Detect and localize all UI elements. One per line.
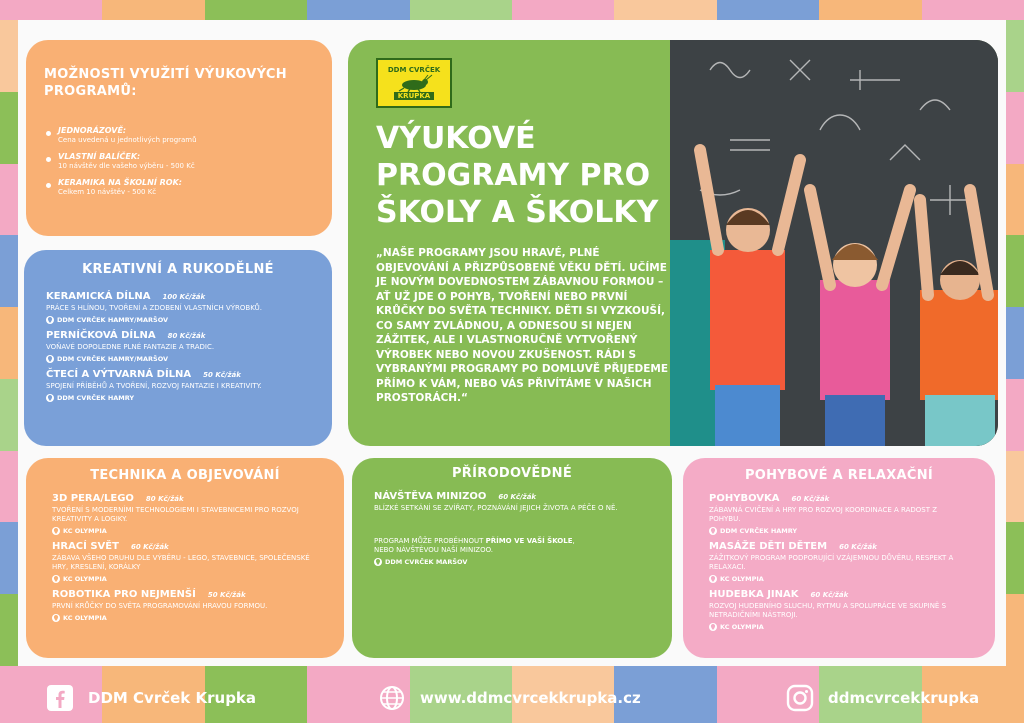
program-desc: TVOŘENÍ S MODERNÍMI TECHNOLOGIEMI I STAVEBNICEMI PRO ROZVOJ KREATIVITY A LOGIKY.: [52, 506, 299, 523]
location-pin-icon: [46, 394, 54, 402]
location-pin-icon: [709, 623, 717, 631]
program-desc: ZÁŽITKOVÝ PROGRAM PODPORUJÍCÍ VZÁJEMNOU DŮVĚRU, RESPEKT A RELAXACI.: [709, 554, 954, 571]
program-item: [46, 291, 310, 324]
program-item: [709, 541, 969, 583]
options-title: MOŽNOSTI VYUŽITÍ VÝUKOVÝCH PROGRAMŮ:: [44, 67, 287, 99]
location-pin-icon: [46, 316, 54, 324]
program-name: HRACÍ SVĚT: [52, 541, 119, 552]
instagram-icon: [786, 684, 814, 712]
program-location: DDM CVRČEK HAMRY/MARŠOV: [46, 316, 310, 324]
program-location: KC OLYMPIA: [709, 575, 969, 583]
program-location: KC OLYMPIA: [52, 527, 318, 535]
section-title: POHYBOVÉ A RELAXAČNÍ: [744, 468, 934, 483]
globe-icon: [378, 684, 406, 712]
location-pin-icon: [52, 614, 60, 622]
technika-card: [26, 458, 344, 658]
program-item: [52, 493, 318, 535]
children-photo: [670, 40, 998, 446]
option-desc: Celkem 10 návštěv - 500 Kč: [58, 188, 157, 196]
location-pin-icon: [374, 558, 382, 566]
program-desc: VOŇAVÉ DOPOLEDNE PLNÉ FANTAZIE A TRADIC.: [46, 343, 215, 351]
section-title: TECHNIKA A OBJEVOVÁNÍ: [90, 468, 280, 483]
list-item: [44, 126, 314, 144]
program-price: 50 Kč/žák: [207, 591, 246, 599]
location-pin-icon: [709, 575, 717, 583]
program-name: MASÁŽE DĚTI DĚTEM: [709, 541, 828, 552]
right-border: [1006, 20, 1024, 666]
program-price: 80 Kč/žák: [167, 332, 206, 340]
program-item: [709, 589, 969, 631]
program-name: 3D PERA/LEGO: [52, 493, 134, 504]
location-pin-icon: [709, 527, 717, 535]
program-price: 60 Kč/žák: [130, 543, 169, 551]
program-item: [374, 491, 650, 513]
instagram-link[interactable]: [786, 678, 979, 718]
facebook-icon: [46, 684, 74, 712]
program-location: DDM CVRČEK HAMRY: [46, 394, 310, 402]
option-title: VLASTNÍ BALÍČEK:: [58, 152, 141, 161]
program-note: PROGRAM MŮŽE PROBĚHNOUT PŘÍMO VE VAŠÍ ŠKOLE, NEBO NÁVŠTĚVOU NAŠÍ MINIZOO.: [374, 537, 575, 554]
website-link[interactable]: [378, 678, 641, 718]
section-title: KREATIVNÍ A RUKODĚLNÉ: [82, 262, 274, 277]
section-title: PŘÍRODOVĚDNÉ: [451, 466, 573, 481]
hero-card: [348, 40, 998, 446]
cricket-icon: [394, 74, 434, 92]
list-item: [44, 152, 314, 170]
program-desc: SPOJENÍ PŘÍBĚHŮ A TVOŘENÍ, ROZVOJ FANTAZIE I KREATIVITY.: [46, 382, 262, 390]
program-location: KC OLYMPIA: [52, 575, 318, 583]
page-title: VÝUKOVÉ PROGRAMY PRO ŠKOLY A ŠKOLKY: [376, 121, 659, 230]
kreativni-card: [24, 250, 332, 446]
program-price: 60 Kč/žák: [810, 591, 849, 599]
program-desc: ZÁBAVA VŠEHO DRUHU DLE VÝBĚRU - LEGO, STAVEBNICE, SPOLEČENSKÉ HRY, KRESLENÍ, KORÁLKY: [52, 554, 310, 571]
program-item: [709, 493, 969, 535]
instagram-label: ddmcvrcekkrupka: [828, 689, 980, 707]
left-border: [0, 20, 18, 666]
program-location: KC OLYMPIA: [52, 614, 318, 622]
prirodovedne-card: [352, 458, 672, 658]
website-label: www.ddmcvrcekkrupka.cz: [420, 689, 641, 707]
program-name: KERAMICKÁ DÍLNA: [46, 291, 151, 302]
options-list: [44, 126, 314, 196]
program-price: 80 Kč/žák: [145, 495, 184, 503]
program-item: [52, 541, 318, 583]
option-desc: 10 návštěv dle vašeho výběru - 500 Kč: [58, 162, 195, 170]
facebook-link[interactable]: [46, 678, 256, 718]
location-pin-icon: [52, 575, 60, 583]
program-location: DDM CVRČEK HAMRY/MARŠOV: [46, 355, 310, 363]
program-desc: ZÁBAVNÁ CVIČENÍ A HRY PRO ROZVOJ KOORDINACE A RADOST Z POHYBU.: [709, 506, 937, 523]
program-location: DDM CVRČEK MARŠOV: [374, 558, 650, 566]
options-card: [26, 40, 332, 236]
program-name: ČTECÍ A VÝTVARNÁ DÍLNA: [46, 369, 192, 380]
program-name: POHYBOVKA: [709, 493, 780, 504]
program-name: HUDEBKA JINAK: [709, 589, 799, 600]
option-title: KERAMIKA NA ŠKOLNÍ ROK:: [58, 178, 182, 187]
location-pin-icon: [52, 527, 60, 535]
program-item: [46, 369, 310, 402]
program-price: 60 Kč/žák: [498, 493, 537, 501]
program-price: 50 Kč/žák: [203, 371, 241, 379]
intro-text: „NAŠE PROGRAMY JSOU HRAVÉ, PLNÉ OBJEVOVÁNÍ A PŘIZPŮSOBENÉ VĚKU DĚTÍ. UČÍME JE NOVÝM DOVEDNOSTEM ZÁBAVNOU FORMOU – AŤ UŽ JDE O POHYB, TVOŘENÍ NEBO PRVNÍ KRŮČKY DO SVĚTA TECHNIKY. DĚTI SI VYZKOUŠÍ, CO SAMY ZVLÁDNOU, A ODNESOU SI NEJEN ZÁŽITEK, ALE I VLASTNORUČNĚ VYTVOŘENÝ VÝROBEK NEBO NOVOU ZKUŠENOST. RÁDI S VYBRANÝMI PROGRAMY PO DOMLUVĚ PŘIJEDEME PŘÍMO K VÁM, NEBO VÁS PŘIVÍTÁME V NAŠICH PROSTORÁCH.“: [376, 247, 669, 404]
program-location: DDM CVRČEK HAMRY: [709, 527, 969, 535]
program-name: ROBOTIKA PRO NEJMENŠÍ: [52, 589, 196, 600]
program-name: PERNÍČKOVÁ DÍLNA: [46, 330, 156, 341]
program-location: KC OLYMPIA: [709, 623, 969, 631]
program-name: NÁVŠTĚVA MINIZOO: [374, 491, 487, 502]
program-desc: ROZVOJ HUDEBNÍHO SLUCHU, RYTMU A SPOLUPRÁCE VE SKUPINĚ S NETRADIČNÍMI NÁSTROJI.: [709, 602, 947, 619]
option-title: JEDNORÁZOVĚ:: [58, 126, 127, 135]
facebook-label: DDM Cvrček Krupka: [88, 689, 257, 707]
program-item: [52, 589, 318, 622]
pohybove-card: [683, 458, 995, 658]
program-desc: PRVNÍ KRŮČKY DO SVĚTA PROGRAMOVÁNÍ HRAVOU FORMOU.: [52, 602, 268, 610]
option-desc: Cena uvedená u jednotlivých programů: [58, 136, 197, 144]
program-desc: PRÁCE S HLÍNOU, TVOŘENÍ A ZDOBENÍ VLASTNÍCH VÝROBKŮ.: [46, 304, 262, 312]
program-price: 100 Kč/žák: [162, 293, 206, 301]
program-desc: BLÍZKÉ SETKÁNÍ SE ZVÍŘATY, POZNÁVÁNÍ JEJICH ŽIVOTA A PÉČE O NĚ.: [374, 504, 618, 512]
program-price: 60 Kč/žák: [839, 543, 877, 551]
location-pin-icon: [46, 355, 54, 363]
top-border: [0, 0, 1024, 20]
list-item: [44, 178, 314, 196]
program-item: [46, 330, 310, 363]
ddm-logo: DDM CVRČEK KRUPKA: [376, 58, 452, 108]
program-price: 60 Kč/žák: [791, 495, 830, 503]
